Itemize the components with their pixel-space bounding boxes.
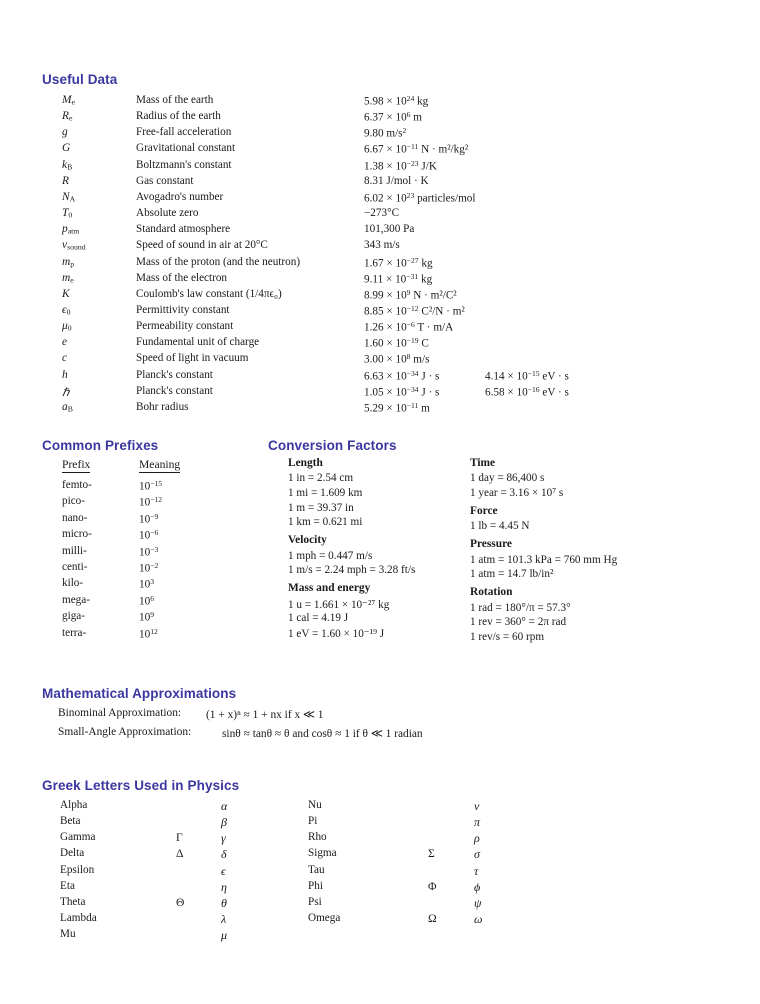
constant-description: Boltzmann's constant	[136, 158, 232, 171]
section-heading-common-prefixes: Common Prefixes	[42, 438, 159, 453]
greek-lowercase-symbol: π	[474, 815, 481, 830]
greek-letter-name: Gamma	[60, 831, 96, 844]
constant-description: Planck's constant	[136, 384, 213, 397]
constant-symbol: G	[62, 142, 71, 155]
constant-symbol: $v_{sound}$	[62, 239, 86, 253]
useful-data-row	[0, 110, 760, 126]
prefix-meaning: $10^{-9}$	[139, 511, 159, 526]
constant-description: Mass of the earth	[136, 94, 214, 106]
prefix-row	[0, 627, 260, 644]
prefix-name: micro-	[62, 528, 92, 541]
conversion-line: 1 rev = 360° = 2π rad	[470, 616, 567, 629]
greek-letter-name: Tau	[308, 863, 325, 876]
constant-value: $8.85 \times 10^{-12}$ C²/N · m²	[364, 303, 465, 318]
prefix-meaning: $10^{-12}$	[139, 495, 163, 509]
constant-symbol: $R_e$	[62, 110, 73, 123]
constant-symbol: $T_0$	[62, 207, 73, 220]
greek-lowercase-symbol: ν	[474, 799, 480, 813]
constant-symbol: $\epsilon_0$	[62, 303, 71, 317]
section-heading-conversion-factors: Conversion Factors	[268, 438, 397, 453]
useful-data-row	[0, 320, 760, 336]
constant-description: Gravitational constant	[136, 142, 236, 155]
constant-symbol: $N_A$	[62, 190, 76, 204]
greek-letter-name: Phi	[308, 879, 323, 892]
constant-symbol: h	[62, 368, 68, 381]
constant-value: −273°C	[364, 207, 400, 220]
greek-letter-row	[0, 912, 760, 928]
constant-symbol: $m_p$	[62, 255, 75, 269]
prefix-row	[0, 594, 260, 611]
constant-description: Permeability constant	[136, 320, 234, 333]
useful-data-row	[0, 369, 760, 385]
prefix-name: centi-	[62, 561, 88, 573]
greek-uppercase-symbol: Σ	[428, 847, 435, 861]
conversion-line: 1 m/s = 2.24 mph = 3.28 ft/s	[288, 564, 416, 577]
constant-description: Mass of the electron	[136, 271, 228, 284]
greek-letter-row	[0, 928, 760, 944]
conversion-line: 1 rad = 180°/π = 57.3°	[470, 601, 571, 614]
constant-symbol: $p_{atm}$	[62, 223, 80, 236]
greek-letter-row	[0, 880, 760, 896]
prefix-meaning: $10^{-15}$	[139, 479, 163, 493]
useful-data-row	[0, 207, 760, 223]
useful-data-row	[0, 223, 760, 239]
prefix-meaning: $10^{-6}$	[139, 528, 159, 542]
constant-description: Free-fall acceleration	[136, 126, 232, 139]
approximation-expression: (1 + x)ⁿ ≈ 1 + nx if x ≪ 1	[206, 709, 324, 721]
constant-value: $1.38 \times 10^{-23}$ J/K	[364, 158, 437, 173]
prefix-meaning: $10^{-3}$	[139, 544, 159, 559]
greek-letter-name: Eta	[60, 879, 75, 892]
conversion-line: 1 cal = 4.19 J	[288, 612, 349, 625]
constant-value: $1.67 \times 10^{-27}$ kg	[364, 255, 433, 269]
prefix-row	[0, 512, 260, 529]
constant-symbol: $a_B$	[62, 400, 73, 414]
conversion-line: 1 day = 86,400 s	[470, 472, 545, 485]
constant-value: $1.26 \times 10^{-6}$ T · m/A	[364, 320, 454, 334]
conversion-group-title: Pressure	[470, 538, 512, 551]
conversion-line: 1 mi = 1.609 km	[288, 487, 363, 499]
prefix-row	[0, 528, 260, 545]
constant-symbol: $m_e$	[62, 271, 74, 285]
conversion-line: 1 eV = 1.60 × 10⁻¹⁹ J	[288, 627, 385, 640]
greek-letter-name: Epsilon	[60, 863, 95, 876]
approximation-expression: sinθ ≈ tanθ ≈ θ and cosθ ≈ 1 if θ ≪ 1 radian	[222, 728, 423, 740]
greek-letter-name: Lambda	[60, 912, 97, 925]
constant-value: $9.11 \times 10^{-31}$ kg	[364, 271, 433, 286]
constant-value: 101,300 Pa	[364, 223, 415, 236]
constant-symbol: R	[62, 174, 69, 187]
useful-data-row	[0, 352, 760, 368]
prefix-name: femto-	[62, 479, 92, 491]
constant-symbol: ℏ	[62, 386, 70, 399]
conversion-group-title: Rotation	[470, 586, 513, 599]
prefix-name: pico-	[62, 495, 85, 508]
constant-symbol: $k_B$	[62, 158, 73, 172]
constant-description: Absolute zero	[136, 207, 199, 220]
useful-data-row	[0, 304, 760, 320]
constant-symbol: $\mu_0$	[62, 320, 72, 333]
constant-value: $6.02 \times 10^{23}$ particles/mol	[364, 190, 476, 205]
useful-data-row	[0, 336, 760, 352]
constant-value-alternate: $6.58 \times 10^{-16}$ eV · s	[485, 384, 569, 399]
conversion-line: 1 year = 3.16 × 10⁷ s	[470, 487, 564, 499]
conversion-line: 1 atm = 101.3 kPa = 760 mm Hg	[470, 553, 618, 566]
prefix-row	[0, 479, 260, 496]
greek-letter-name: Sigma	[308, 847, 337, 860]
constant-value: $3.00 \times 10^8$ m/s	[364, 352, 430, 366]
constant-value: $1.05 \times 10^{-34}$ J · s	[364, 384, 440, 399]
conversion-line: 1 rev/s = 60 rpm	[470, 631, 545, 643]
useful-data-row	[0, 126, 760, 142]
constant-value: $5.98 \times 10^{24}$ kg	[364, 94, 429, 108]
greek-letter-row	[0, 815, 760, 831]
conversion-group-title: Length	[288, 457, 323, 469]
prefix-row	[0, 545, 260, 562]
constant-description: Speed of sound in air at 20°C	[136, 239, 268, 252]
conversion-line: 1 km = 0.621 mi	[288, 516, 363, 529]
greek-letter-row	[0, 831, 760, 847]
greek-lowercase-symbol: ψ	[474, 895, 482, 910]
useful-data-row	[0, 256, 760, 272]
constant-symbol: $M_e$	[62, 94, 75, 107]
greek-letter-row	[0, 896, 760, 912]
constant-symbol: c	[62, 352, 68, 365]
prefix-name: milli-	[62, 544, 87, 557]
greek-letter-name: Delta	[60, 847, 85, 860]
useful-data-row	[0, 94, 760, 110]
prefix-meaning: $10^6$	[139, 593, 154, 608]
prefix-meaning: $10^9$	[139, 610, 154, 624]
constant-value: $5.29 \times 10^{-11}$ m	[364, 400, 430, 415]
useful-data-row	[0, 159, 760, 175]
approximation-label: Small-Angle Approximation:	[58, 726, 192, 738]
greek-lowercase-symbol: ϕ	[474, 879, 481, 894]
greek-uppercase-symbol: Γ	[176, 831, 183, 845]
greek-lowercase-symbol: δ	[221, 847, 227, 862]
prefix-meaning: $10^3$	[139, 577, 154, 591]
constant-symbol: e	[62, 336, 68, 349]
useful-data-row	[0, 191, 760, 207]
constant-description: Avogadro's number	[136, 190, 224, 203]
constant-description: Mass of the proton (and the neutron)	[136, 255, 301, 268]
prefix-name: nano-	[62, 511, 88, 524]
constant-description: Fundamental unit of charge	[136, 336, 260, 349]
constant-description: Standard atmosphere	[136, 223, 231, 236]
greek-lowercase-symbol: η	[221, 879, 227, 894]
prefix-meaning: $10^{-2}$	[139, 561, 159, 575]
constant-description: Coulomb's law constant (1/4πϵ₀)	[136, 287, 282, 300]
prefix-row	[0, 495, 260, 512]
conversion-line: 1 atm = 14.7 lb/in²	[470, 568, 554, 581]
greek-letter-name: Psi	[308, 895, 322, 908]
prefix-name: terra-	[62, 626, 87, 639]
constant-value: $6.63 \times 10^{-34}$ J · s	[364, 368, 440, 382]
constant-value: 343 m/s	[364, 239, 400, 252]
greek-letter-row	[0, 799, 760, 815]
useful-data-row	[0, 175, 760, 191]
greek-letter-name: Beta	[60, 815, 81, 828]
constant-description: Gas constant	[136, 174, 194, 187]
meaning-column-header: Meaning	[139, 458, 181, 471]
greek-lowercase-symbol: θ	[221, 895, 227, 910]
greek-lowercase-symbol: β	[221, 815, 227, 830]
greek-letter-row	[0, 847, 760, 863]
conversion-line: 1 mph = 0.447 m/s	[288, 549, 373, 562]
constant-description: Planck's constant	[136, 368, 213, 381]
constant-description: Speed of light in vacuum	[136, 352, 249, 365]
constant-value: $6.67 \times 10^{-11}$ N · m²/kg²	[364, 142, 469, 156]
prefix-row	[0, 561, 260, 578]
greek-letter-name: Pi	[308, 815, 318, 828]
greek-uppercase-symbol: Θ	[176, 895, 185, 909]
useful-data-row	[0, 142, 760, 158]
greek-lowercase-symbol: ω	[474, 912, 483, 927]
useful-data-row	[0, 272, 760, 288]
constant-value: $8.99 \times 10^9$ N · m²/C²	[364, 287, 457, 302]
greek-lowercase-symbol: α	[221, 799, 228, 813]
section-heading-greek-letters: Greek Letters Used in Physics	[42, 778, 240, 793]
greek-letter-name: Theta	[60, 895, 86, 908]
useful-data-row	[0, 288, 760, 304]
prefix-meaning: $10^{12}$	[139, 626, 158, 641]
conversion-group-title: Force	[470, 505, 498, 517]
greek-letter-name: Nu	[308, 799, 322, 811]
greek-uppercase-symbol: Δ	[176, 847, 184, 861]
greek-lowercase-symbol: ρ	[474, 831, 480, 846]
constant-description: Bohr radius	[136, 400, 189, 413]
section-heading-useful-data: Useful Data	[42, 72, 118, 87]
prefix-name: mega-	[62, 593, 90, 606]
constant-value: $6.37 \times 10^6$ m	[364, 110, 422, 124]
prefix-row	[0, 577, 260, 594]
prefix-name: giga-	[62, 610, 85, 623]
greek-letter-name: Rho	[308, 831, 327, 844]
greek-lowercase-symbol: σ	[474, 847, 480, 862]
prefix-row	[0, 610, 260, 627]
constant-value: 9.80 $m/s^2$	[364, 126, 407, 140]
constant-symbol: K	[62, 287, 70, 300]
conversion-line: 1 lb = 4.45 N	[470, 520, 530, 533]
greek-lowercase-symbol: ϵ	[221, 863, 226, 878]
section-heading-math-approximations: Mathematical Approximations	[42, 686, 237, 701]
useful-data-row	[0, 401, 760, 417]
prefix-name: kilo-	[62, 577, 84, 590]
useful-data-row	[0, 385, 760, 401]
greek-lowercase-symbol: γ	[221, 831, 226, 846]
constant-description: Radius of the earth	[136, 110, 221, 123]
conversion-line: 1 in = 2.54 cm	[288, 472, 354, 485]
constant-symbol: g	[62, 126, 68, 139]
approximation-label: Binominal Approximation:	[58, 707, 182, 719]
constant-value: $1.60 \times 10^{-19}$ C	[364, 336, 429, 350]
greek-lowercase-symbol: τ	[474, 863, 479, 878]
useful-data-row	[0, 239, 760, 255]
greek-lowercase-symbol: λ	[221, 912, 227, 927]
greek-uppercase-symbol: Ω	[428, 912, 437, 926]
greek-letter-name: Omega	[308, 912, 341, 925]
greek-letter-name: Mu	[60, 928, 76, 941]
conversion-group-title: Time	[470, 457, 496, 469]
conversion-line: 1 m = 39.37 in	[288, 501, 354, 514]
greek-lowercase-symbol: μ	[221, 928, 228, 943]
conversion-group-title: Velocity	[288, 534, 327, 547]
greek-uppercase-symbol: Φ	[428, 879, 437, 893]
constant-value-alternate: $4.14 \times 10^{-15}$ eV · s	[485, 368, 569, 382]
greek-letter-row	[0, 864, 760, 880]
conversion-line: 1 u = 1.661 × 10⁻²⁷ kg	[288, 598, 390, 611]
conversion-group-title: Mass and energy	[288, 582, 371, 595]
prefix-column-header: Prefix	[62, 458, 91, 471]
constant-value: 8.31 J/mol · K	[364, 174, 429, 187]
greek-letter-name: Alpha	[60, 799, 88, 811]
constant-description: Permittivity constant	[136, 303, 230, 316]
